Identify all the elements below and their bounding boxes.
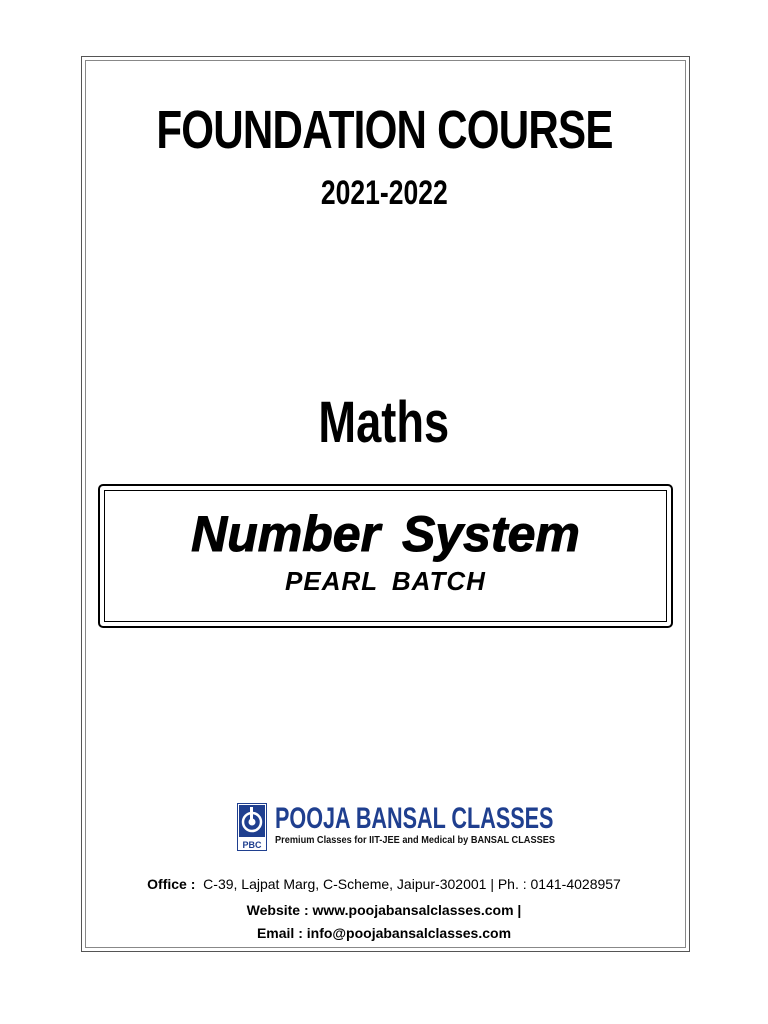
topic-title: Number System xyxy=(191,506,580,562)
logo-name: POOJA BANSAL CLASSES xyxy=(275,802,554,835)
office-address: C-39, Lajpat Marg, C-Scheme, Jaipur-302001 | Ph. : 0141-4028957 xyxy=(203,876,621,892)
email-line: Email : info@poojabansalclasses.com xyxy=(256,925,512,941)
pbc-emblem-icon xyxy=(237,803,267,851)
course-title: FOUNDATION COURSE xyxy=(155,100,613,160)
office-line xyxy=(0,875,768,893)
office-label: Office : xyxy=(147,876,196,892)
subject-title: Maths xyxy=(318,390,450,455)
pbc-logo xyxy=(237,803,557,853)
website-line: Website : www.poojabansalclasses.com | xyxy=(246,902,522,918)
course-year: 2021-2022 xyxy=(320,174,448,212)
topic-box xyxy=(98,484,673,628)
logo-tagline: Premium Classes for IIT-JEE and Medical by BANSAL CLASSES xyxy=(275,835,556,846)
emblem-text: PBC xyxy=(242,840,262,850)
batch-name: PEARL BATCH xyxy=(285,566,486,596)
